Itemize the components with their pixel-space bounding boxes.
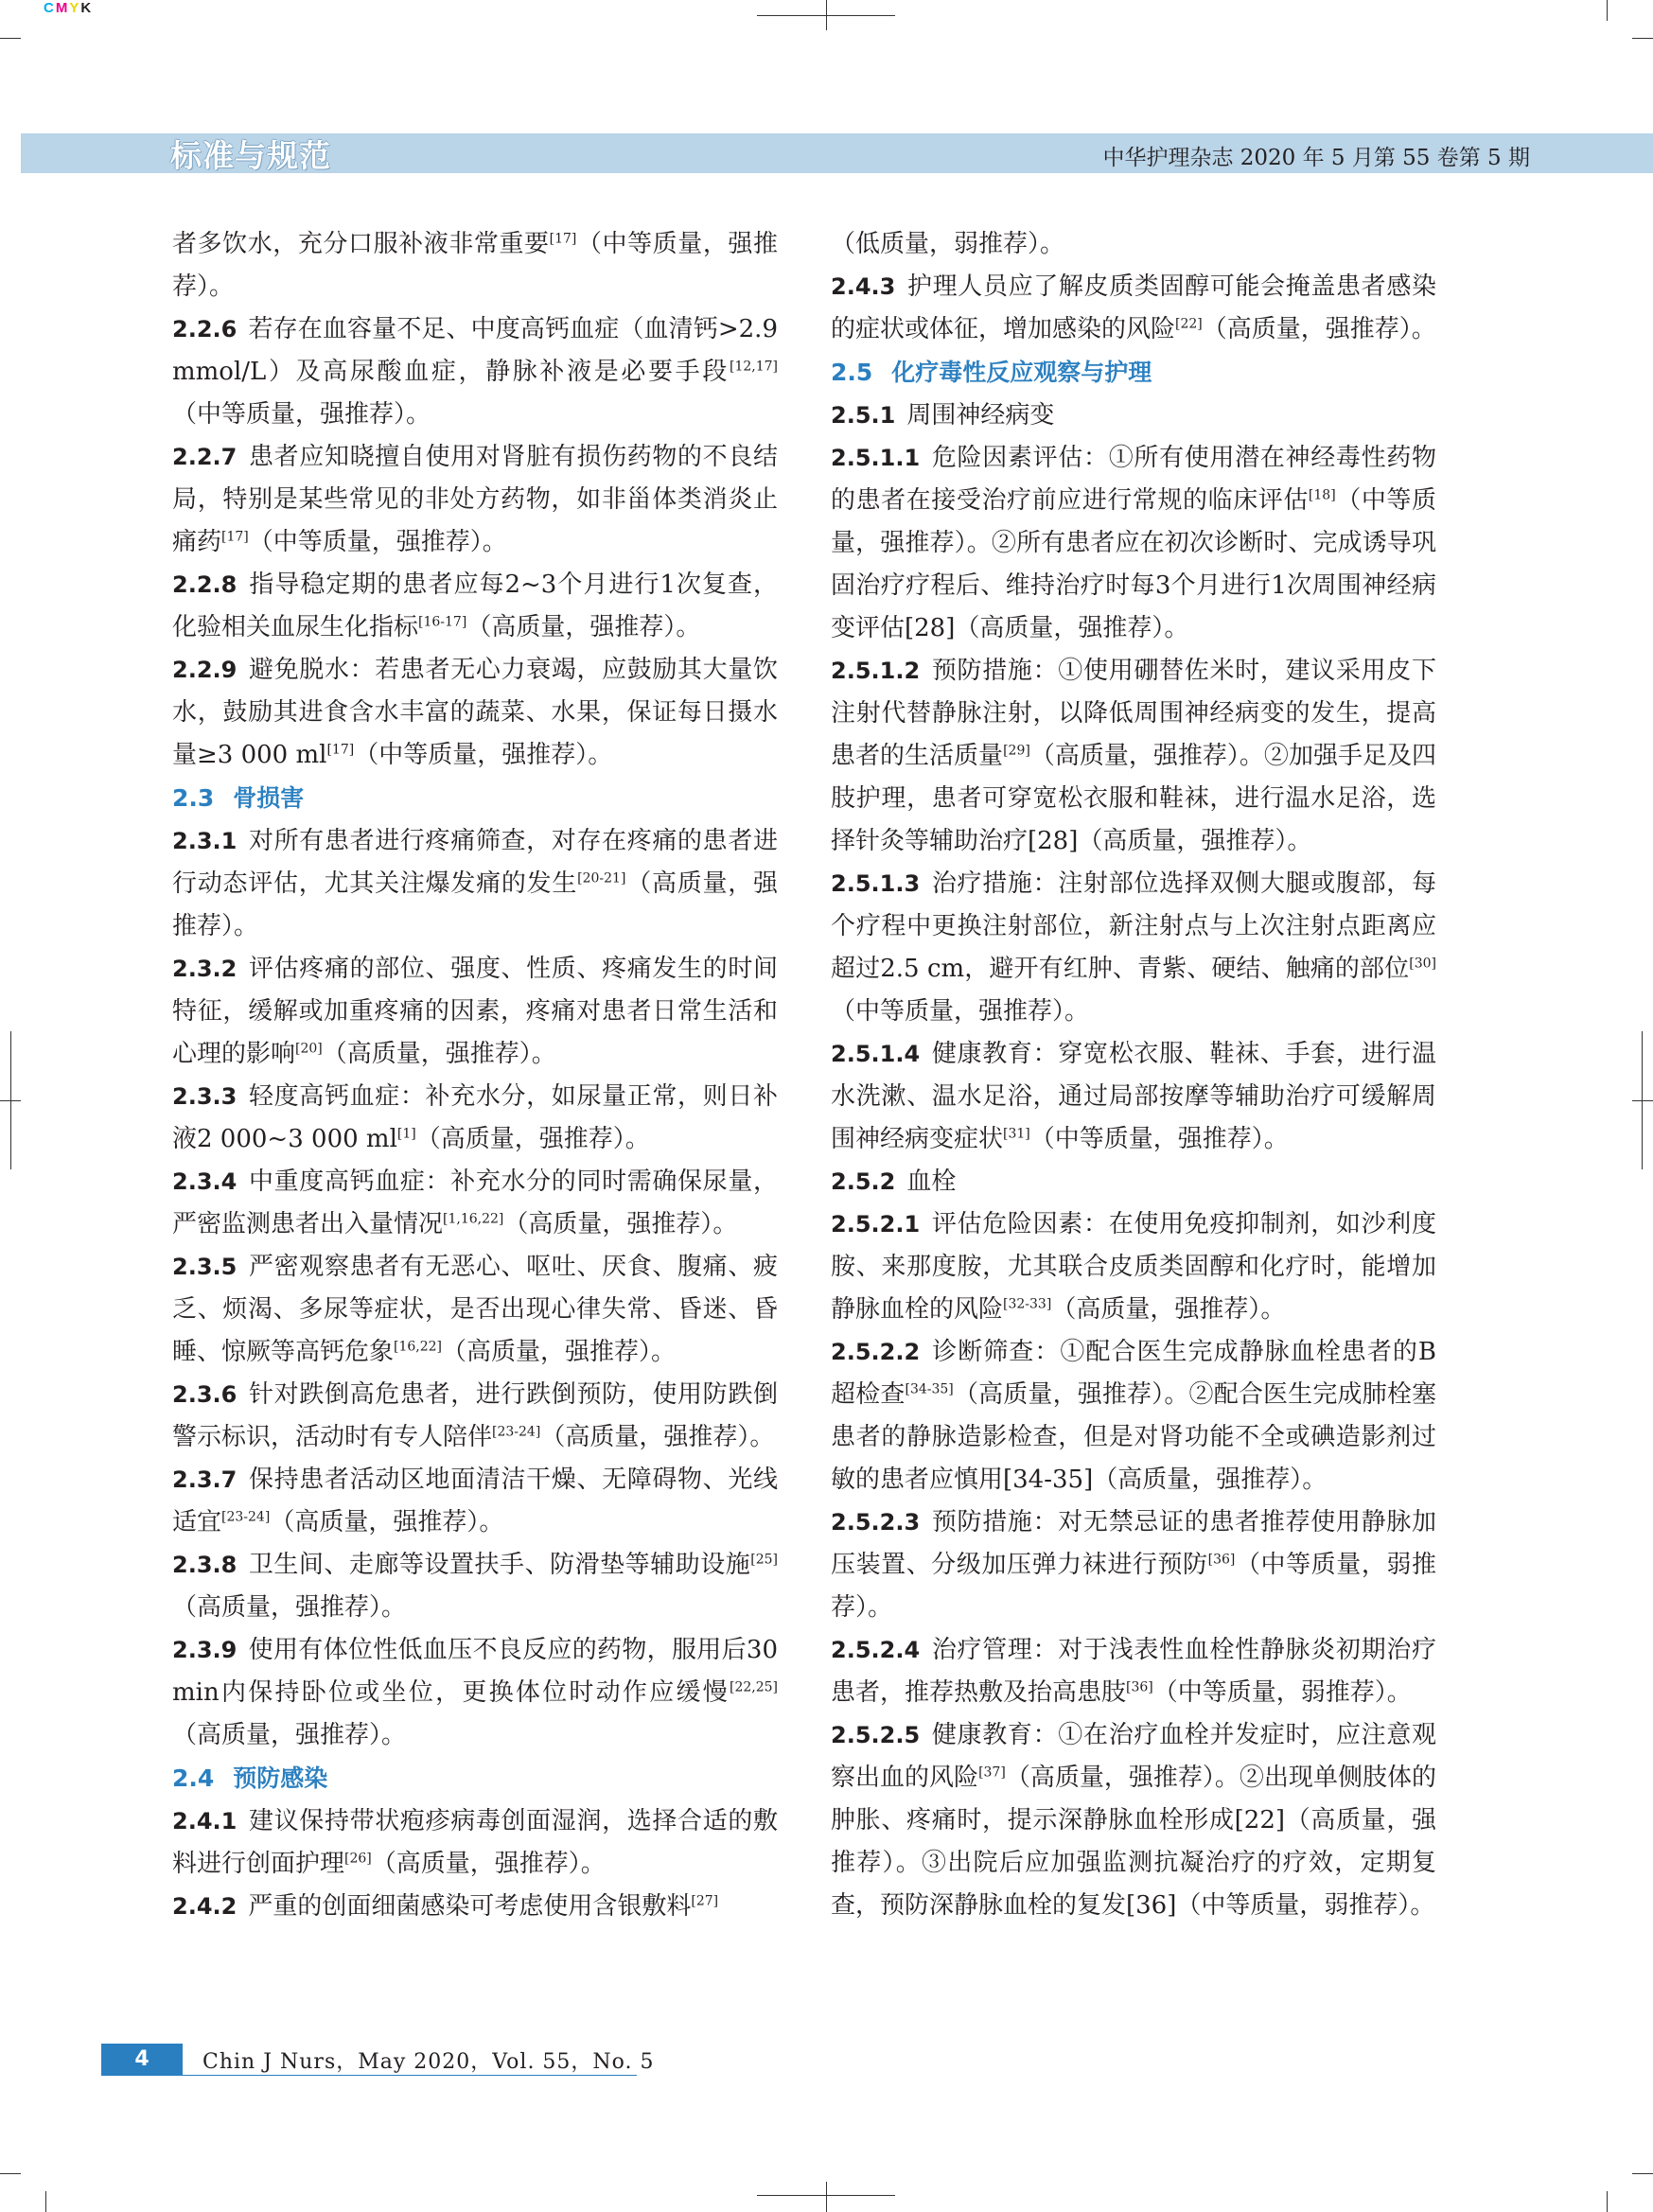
citation-ref: [25] [750, 1552, 778, 1568]
paragraph [172, 1374, 778, 1459]
footer-rule [183, 2075, 637, 2076]
paragraph-text: 中重度高钙血症：补充水分的同时需确保尿量，严密监测患者出入量情况 [172, 1167, 778, 1238]
paragraph-text: 对所有患者进行疼痛筛查，对存在疼痛的患者进行动态评估，尤其关注爆发痛的发生 [172, 827, 778, 898]
paragraph [172, 1161, 778, 1246]
footer-citation: Chin J Nurs，May 2020，Vol. 55，No. 5 [202, 2050, 655, 2074]
item-number: 2.5.2.5 [831, 1722, 921, 1748]
evidence-grade: （中等质量，强推荐）。 [172, 230, 778, 301]
item-number: 2.3.6 [172, 1381, 237, 1408]
item-number: 2.5.1.1 [831, 445, 921, 471]
paragraph-text: 治疗管理：对于浅表性血栓性静脉炎初期治疗患者，推荐热敷及抬高患肢 [831, 1636, 1436, 1707]
paragraph [831, 1629, 1436, 1714]
item-number: 2.5.2.1 [831, 1211, 921, 1238]
crop-mark [0, 38, 21, 39]
paragraph-text: 者多饮水，充分口服补液非常重要 [172, 230, 550, 258]
cmyk-m: M [55, 0, 70, 16]
item-number: 2.5.1.4 [831, 1041, 921, 1067]
evidence-grade: （中等质量，强推荐）。 [248, 528, 507, 556]
citation-ref: [36] [1126, 1679, 1153, 1695]
paragraph [831, 223, 1436, 266]
evidence-grade: （高质量，强推荐）。 [172, 869, 778, 940]
evidence-grade: （中等质量，强推荐）。 [831, 997, 1090, 1026]
paragraph-text: 血栓 [906, 1167, 957, 1196]
paragraph-text: 预防措施：对无禁忌证的患者推荐使用静脉加压装置、分级加压弹力袜进行预防 [831, 1508, 1436, 1579]
citation-ref: [23-24] [221, 1509, 271, 1525]
section-title: 标准与规范 [170, 137, 331, 174]
item-number: 2.3.2 [172, 956, 237, 982]
item-number: 2.4.2 [172, 1893, 237, 1920]
item-number: 2.2.7 [172, 444, 237, 470]
crop-mark [1632, 38, 1653, 39]
citation-ref: [27] [691, 1893, 719, 1909]
citation-ref: [17] [549, 231, 577, 247]
citation-ref: [29] [1003, 743, 1030, 759]
evidence-grade: （高质量，强推荐）。 [322, 1040, 556, 1068]
item-number: 2.4.3 [831, 273, 896, 300]
crop-mark [1632, 2173, 1653, 2174]
item-number: 2.5.2 [831, 1168, 896, 1195]
evidence-grade: （高质量，强推荐）。 [371, 1850, 606, 1878]
item-number: 2.2.8 [172, 571, 237, 598]
paragraph-text: 危险因素评估：①所有使用潜在神经毒性药物的患者在接受治疗前应进行常规的临床评估 [831, 444, 1436, 515]
citation-ref: [18] [1308, 487, 1336, 503]
paragraph-text: 健康教育：穿宽松衣服、鞋袜、手套，进行温水洗漱、温水足浴，通过局部按摩等辅助治疗可缓解周围神经病变症状 [831, 1040, 1436, 1153]
paragraph-text: 评估疼痛的部位、强度、性质、疼痛发生的时间特征，缓解或加重疼痛的因素，疼痛对患者日常生活和心理的影响 [172, 955, 778, 1068]
crop-mark [1607, 0, 1608, 21]
section-number: 2.3 [172, 784, 215, 812]
citation-ref: [37] [978, 1764, 1006, 1781]
evidence-grade: （中等质量，弱推荐）。 [831, 1551, 1436, 1622]
left-column [172, 223, 803, 1928]
paragraph-text: 指导稳定期的患者应每2~3个月进行1次复查，化验相关血尿生化指标 [172, 571, 778, 641]
paragraph [831, 650, 1436, 863]
paragraph-text: 使用有体位性低血压不良反应的药物，服用后30 min内保持卧位或坐位，更换体位时动作应缓慢 [172, 1636, 803, 1707]
section-heading [172, 777, 778, 820]
item-number: 2.3.3 [172, 1083, 237, 1110]
paragraph [831, 437, 1436, 650]
item-number: 2.5.1 [831, 402, 896, 429]
paragraph [172, 1800, 778, 1886]
crop-mark [1642, 1031, 1643, 1169]
paragraph-text: 健康教育：①在治疗血栓并发症时，应注意观察出血的风险 [831, 1721, 1436, 1792]
evidence-grade: （高质量，强推荐）。②配合医生完成肺栓塞患者的静脉造影检查，但是对肾功能不全或碘造影剂过敏的患者应慎用[34-35]（高质量，强推荐）。 [831, 1380, 1436, 1494]
paragraph [172, 564, 778, 649]
right-column [831, 223, 1436, 1927]
evidence-grade: （高质量，强推荐）。②加强手足及四肢护理，患者可穿宽松衣服和鞋袜，进行温水足浴，选择针灸等辅助治疗[28]（高质量，强推荐）。 [831, 742, 1436, 855]
item-number: 2.5.2.3 [831, 1509, 921, 1536]
item-number: 2.2.9 [172, 657, 237, 683]
evidence-grade: （中等质量，强推荐）。 [354, 741, 613, 769]
paragraph-text: 避免脱水：若患者无心力衰竭，应鼓励其大量饮水，鼓励其进食含水丰富的蔬菜、水果，保证每日摄水量≥3 000 ml [172, 656, 778, 769]
item-number: 2.4.1 [172, 1808, 237, 1835]
paragraph [831, 395, 1436, 437]
crop-mark [1607, 2191, 1608, 2212]
evidence-grade: （高质量，强推荐）。 [415, 1125, 650, 1153]
paragraph-text: 严密观察患者有无恶心、呕吐、厌食、腹痛、疲乏、烦渴、多尿等症状，是否出现心律失常、昏迷、昏睡、惊厥等高钙危象 [172, 1253, 778, 1366]
section-number: 2.4 [172, 1764, 215, 1792]
cmyk-color-bar [44, 0, 93, 16]
paragraph-text: 若存在血容量不足、中度高钙血症（血清钙>2.9 mmol/L）及高尿酸血症，静脉补液是必要手段 [172, 315, 778, 386]
paragraph-text: 护理人员应了解皮质类固醇可能会掩盖患者感染的症状或体征，增加感染的风险 [831, 272, 1436, 343]
evidence-grade: （中等质量，弱推荐）。 [1152, 1678, 1412, 1707]
paragraph [831, 1331, 1436, 1501]
paragraph [172, 436, 778, 564]
crop-mark [45, 2191, 46, 2212]
paragraph [831, 1161, 1436, 1203]
citation-ref: [22,25] [729, 1679, 778, 1695]
item-number: 2.3.1 [172, 828, 237, 854]
evidence-grade: （高质量，强推荐）。 [503, 1210, 738, 1238]
cmyk-y: Y [69, 0, 81, 16]
evidence-grade: （中等质量，强推荐）。②所有患者应在初次诊断时、完成诱导巩固治疗疗程后、维持治疗时每3个月进行1次周围神经病变评估[28]（高质量，强推荐）。 [831, 486, 1436, 642]
evidence-grade: （高质量，强推荐）。 [442, 1338, 677, 1366]
citation-ref: [36] [1207, 1552, 1236, 1568]
crop-mark [1632, 1100, 1653, 1101]
paragraph [172, 820, 778, 948]
citation-ref: [20-21] [577, 870, 626, 887]
paragraph [831, 863, 1436, 1033]
citation-ref: [1] [396, 1126, 416, 1142]
paragraph [172, 1246, 778, 1374]
paragraph-text: 轻度高钙血症：补充水分，如尿量正常，则日补液2 000~3 000 ml [172, 1082, 778, 1153]
paragraph-text: 预防措施：①使用硼替佐米时，建议采用皮下注射代替静脉注射，以降低周围神经病变的发生，提高患者的生活质量 [831, 657, 1436, 770]
crop-mark [0, 2173, 21, 2174]
paragraph [172, 223, 778, 308]
evidence-grade: （高质量，强推荐）。 [466, 613, 701, 641]
paragraph [172, 1886, 778, 1928]
paragraph [172, 1459, 778, 1544]
crop-mark [10, 1031, 11, 1169]
paragraph [831, 266, 1436, 351]
evidence-grade: （高质量，强推荐）。 [270, 1508, 504, 1536]
evidence-grade: （高质量，强推荐）。 [172, 1721, 407, 1749]
paragraph-text: 严重的创面细菌感染可考虑使用含银敷料 [248, 1892, 692, 1921]
evidence-grade: （中等质量，强推荐）。 [1029, 1125, 1289, 1153]
citation-ref: [20] [295, 1041, 323, 1057]
paragraph-text: 针对跌倒高危患者，进行跌倒预防，使用防跌倒警示标识，活动时有专人陪伴 [172, 1380, 778, 1451]
paragraph [172, 649, 778, 777]
crop-mark [826, 2182, 827, 2212]
item-number: 2.3.5 [172, 1254, 237, 1280]
section-heading [831, 351, 1436, 395]
section-heading [172, 1757, 778, 1800]
item-number: 2.5.2.4 [831, 1637, 921, 1663]
citation-ref: [26] [344, 1851, 372, 1867]
cmyk-k: K [80, 0, 94, 16]
paragraph [831, 1501, 1436, 1629]
paragraph [172, 1544, 778, 1629]
paragraph-text: 评估危险因素：在使用免疫抑制剂，如沙利度胺、来那度胺，尤其联合皮质类固醇和化疗时，能增加静脉血栓的风险 [831, 1210, 1436, 1324]
section-heading-text: 化疗毒性反应观察与护理 [891, 359, 1152, 386]
evidence-grade: （高质量，强推荐）。 [172, 1593, 407, 1622]
citation-ref: [1,16,22] [443, 1211, 504, 1227]
paragraph-text: 建议保持带状疱疹病毒创面湿润，选择合适的敷料进行创面护理 [172, 1807, 778, 1878]
citation-ref: [23-24] [492, 1424, 541, 1440]
page-number: 4 [101, 2044, 183, 2076]
citation-ref: [17] [221, 529, 249, 545]
item-number: 2.3.9 [172, 1637, 237, 1663]
paragraph [172, 1629, 803, 1757]
paragraph [172, 308, 778, 436]
citation-ref: [16-17] [418, 614, 467, 630]
paragraph-text: 周围神经病变 [906, 401, 1055, 430]
evidence-grade: （高质量，强推荐）。 [1051, 1295, 1286, 1324]
evidence-grade: （高质量，强推荐）。 [540, 1423, 775, 1451]
citation-ref: [22] [1175, 316, 1203, 332]
citation-ref: [32-33] [1003, 1296, 1052, 1312]
item-number: 2.2.6 [172, 316, 237, 342]
citation-ref: [12,17] [729, 359, 778, 375]
evidence-grade: （中等质量，强推荐）。 [172, 400, 431, 429]
section-heading-text: 预防感染 [233, 1764, 328, 1792]
cmyk-c: C [44, 0, 56, 16]
item-number: 2.5.1.3 [831, 870, 921, 897]
item-number: 2.5.1.2 [831, 658, 921, 684]
citation-ref: [34-35] [905, 1381, 954, 1397]
paragraph-text: 患者应知晓擅自使用对肾脏有损伤药物的不良结局，特别是某些常见的非处方药物，如非甾体类消炎止痛药 [172, 443, 778, 556]
paragraph-text: 保持患者活动区地面清洁干燥、无障碍物、光线适宜 [172, 1466, 778, 1536]
evidence-grade: （高质量，强推荐）。②出现单侧肢体的肿胀、疼痛时，提示深静脉血栓形成[22]（高质量，强推荐）。③出院后应加强监测抗凝治疗的疗效，定期复查，预防深静脉血栓的复发[36]（中等质量，弱推荐）。 [831, 1764, 1436, 1920]
citation-ref: [16,22] [394, 1339, 443, 1355]
citation-ref: [17] [326, 742, 355, 758]
paragraph-text: 治疗措施：注射部位选择双侧大腿或腹部，每个疗程中更换注射部位，新注射点与上次注射点距离应超过2.5 cm，避开有红肿、青紫、硬结、触痛的部位 [831, 869, 1436, 983]
item-number: 2.3.8 [172, 1552, 237, 1578]
paragraph [831, 1033, 1436, 1161]
paragraph-text: （低质量，弱推荐）。 [831, 230, 1065, 258]
item-number: 2.3.4 [172, 1168, 237, 1195]
paragraph [831, 1714, 1436, 1927]
citation-ref: [30] [1409, 956, 1436, 972]
item-number: 2.5.2.2 [831, 1339, 921, 1365]
paragraph [831, 1203, 1436, 1331]
citation-ref: [31] [1003, 1126, 1030, 1142]
journal-header: 中华护理杂志 2020 年 5 月第 55 卷第 5 期 [1102, 146, 1530, 170]
section-heading-text: 骨损害 [233, 784, 305, 812]
paragraph-text: 诊断筛查：①配合医生完成静脉血栓患者的B超检查 [831, 1338, 1436, 1409]
paragraph [172, 1076, 778, 1161]
section-number: 2.5 [831, 359, 873, 386]
paragraph [172, 948, 778, 1076]
evidence-grade: （高质量，强推荐）。 [1202, 315, 1436, 343]
paragraph-text: 卫生间、走廊等设置扶手、防滑垫等辅助设施 [248, 1551, 751, 1579]
item-number: 2.3.7 [172, 1466, 237, 1493]
crop-mark [826, 0, 827, 30]
